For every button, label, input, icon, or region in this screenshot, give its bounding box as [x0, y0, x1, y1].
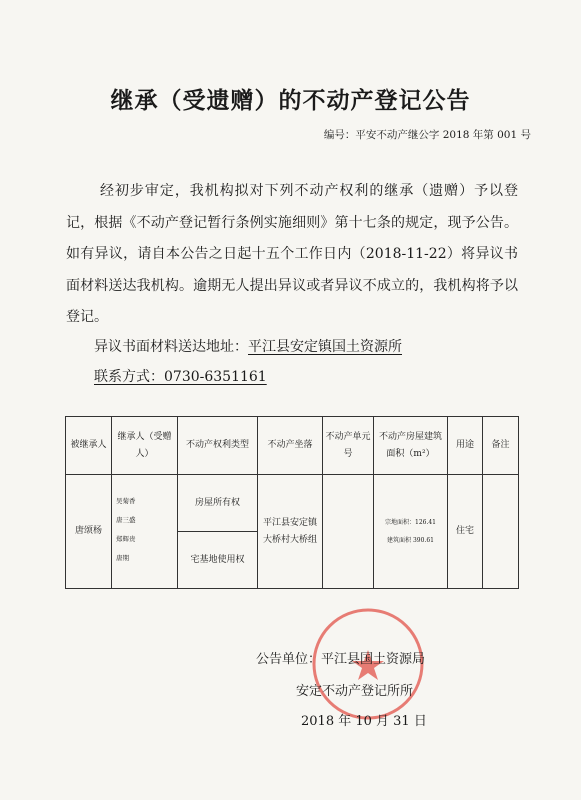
contact-value: 0730-6351161 — [164, 369, 267, 385]
notice-date: 2018 年 10 月 31 日 — [301, 714, 427, 729]
heir-name: 唐期 — [116, 553, 129, 562]
header-decedent: 被继承人 — [66, 417, 112, 475]
header-right-type: 不动产权利类型 — [178, 417, 258, 475]
heirs-cell — [112, 475, 178, 589]
heir-name: 吴菊香 — [116, 496, 136, 505]
use-cell: 住宅 — [448, 475, 483, 589]
area-cell — [374, 475, 448, 589]
issuing-organization: 公告单位：平江县国土资源局 — [256, 652, 426, 667]
notice-body: 经初步审定，我机构拟对下列不动产权利的继承（遗赠）予以登记，根据《不动产登记暂行条例实施细则》第十七条的规定，现予公告。如有异议，请自本公告之日起十五个工作日内（2018-11-22）将异议书面材料送达我机构。逾期无人提出异议或者异议不成立的，我机构将予以登记。 — [66, 183, 518, 325]
registration-table — [65, 416, 519, 589]
unit-no-cell — [323, 475, 374, 589]
header-building-area: 不动产房屋建筑面积（m²） — [374, 417, 448, 475]
right-type-house: 房屋所有权 — [178, 475, 258, 532]
heir-name: 郑辉贵 — [116, 534, 136, 543]
location-cell: 平江县安定镇大桥村大桥组 — [258, 475, 323, 589]
table-row — [66, 475, 519, 532]
address-value: 平江县安定镇国土资源所 — [248, 339, 402, 355]
table-header-row — [66, 417, 519, 475]
building-area: 建筑面积 390.61 — [387, 536, 434, 544]
header-use: 用途 — [448, 417, 483, 475]
contact-label: 联系方式： — [94, 369, 164, 385]
page-title: 继承（受遗赠）的不动产登记公告 — [110, 87, 471, 114]
note-cell — [483, 475, 519, 589]
address-label: 异议书面材料送达地址： — [94, 339, 248, 355]
header-heir: 继承人（受赠人） — [112, 417, 178, 475]
document-number: 编号：平安不动产继公字 2018 年第 001 号 — [323, 129, 531, 141]
header-location: 不动产坐落 — [258, 417, 323, 475]
objection-address — [94, 336, 402, 356]
decedent-cell: 唐颂杨 — [66, 475, 112, 589]
land-area: 宗地面积：126.41 — [385, 518, 436, 526]
right-type-homestead: 宅基地使用权 — [178, 532, 258, 589]
contact-line — [94, 366, 267, 386]
heir-name: 唐三盛 — [116, 515, 136, 524]
header-note: 备注 — [483, 417, 519, 475]
header-unit-no: 不动产单元号 — [323, 417, 374, 475]
registration-office: 安定不动产登记所所 — [296, 684, 414, 699]
